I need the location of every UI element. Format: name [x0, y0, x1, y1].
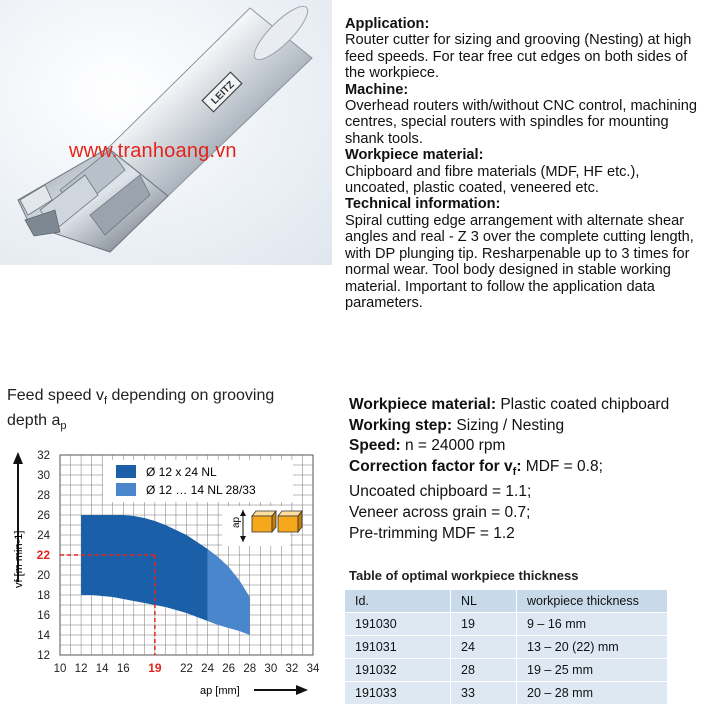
condition-value: n = 24000 rpm [400, 437, 506, 455]
y-tick-label: 32 [37, 450, 50, 462]
logo-text: LEITZ [209, 79, 237, 107]
condition-label: Workpiece material: [349, 396, 497, 413]
table-cell: 28 [451, 659, 517, 682]
y-tick-label: 20 [37, 570, 50, 582]
table-cell: 191030 [345, 613, 451, 636]
product-description [345, 16, 705, 311]
condition-value: MDF = 0.8; [521, 457, 603, 475]
desc-heading-machine: Machine: [345, 81, 409, 98]
table-row [345, 682, 668, 705]
table-header-cell: workpiece thickness [517, 590, 668, 613]
inset-label: ap [231, 516, 242, 528]
table-cell: 13 – 20 (22) mm [517, 636, 668, 659]
condition-value: Plastic coated chipboard [496, 396, 670, 413]
x-tick-label-highlight: 19 [148, 661, 162, 675]
x-axis-arrow [200, 685, 308, 697]
y-axis-label: vf [m min-1] [13, 530, 25, 588]
x-tick-label: 32 [285, 663, 299, 675]
legend-swatch-light [116, 483, 136, 496]
x-axis-label: ap [mm] [200, 685, 240, 697]
x-tick-label: 10 [53, 663, 67, 675]
desc-text-application: Router cutter for sizing and grooving (Nesting) at high feed speeds. For tear free cut edges on both sides of the workpiece. [345, 32, 692, 82]
condition-step [349, 416, 709, 437]
legend-swatch-dark [116, 465, 136, 478]
condition-label-sub: f [512, 465, 517, 478]
condition-speed [349, 436, 709, 457]
feed-speed-chart [0, 440, 335, 712]
table-header-row [345, 590, 668, 613]
x-tick-label: 28 [243, 663, 257, 675]
desc-text-machine: Overhead routers with/without CNC control, machining centres, special routers with spindles for mounting shank tools. [345, 98, 698, 147]
table-header-cell: Id. [345, 590, 451, 613]
x-tick-label: 34 [306, 663, 320, 675]
table-cell: 9 – 16 mm [517, 613, 668, 636]
y-tick-label: 12 [37, 650, 50, 662]
y-tick-label-highlight: 22 [36, 548, 50, 562]
condition-pretrim: Pre-trimming MDF = 1.2 [349, 524, 515, 542]
table-title: Table of optimal workpiece thickness [349, 568, 579, 583]
y-tick-label: 16 [37, 610, 50, 622]
desc-text-technical: Spiral cutting edge arrangement with alternate shear angles and real - Z 3 over the complete cutting length, with DP plunging tip. Resharpenable up to 3 times for normal wear. Tool body designed in stable working material. Important to follow the application data parameters. [345, 212, 694, 311]
condition-correction [349, 457, 709, 483]
chart-heading [7, 386, 327, 436]
chart-y-ticks [37, 450, 51, 662]
table-row [345, 613, 668, 636]
chart-heading-sub: f [103, 395, 108, 408]
table-row [345, 659, 668, 682]
table-row [345, 636, 668, 659]
machining-conditions [349, 395, 709, 544]
legend-label-dark: Ø 12 x 24 NL [146, 465, 217, 479]
y-tick-label: 18 [37, 590, 50, 602]
table-header-cell: NL [451, 590, 517, 613]
table-cell: 191032 [345, 659, 451, 682]
x-tick-label: 22 [180, 663, 193, 675]
table-cell: 19 [451, 613, 517, 636]
x-tick-label: 26 [222, 663, 236, 675]
desc-heading-application: Application: [345, 16, 430, 32]
y-axis-arrow [13, 452, 25, 588]
watermark: www.tranhoang.vn [69, 140, 237, 162]
condition-uncoated: Uncoated chipboard = 1.1; [349, 483, 532, 501]
table-cell: 191033 [345, 682, 451, 705]
y-tick-label: 30 [37, 470, 50, 482]
desc-heading-material: Workpiece material: [345, 147, 484, 164]
router-cutter-image [0, 0, 332, 265]
desc-text-material: Chipboard and fibre materials (MDF, HF etc.), uncoated, plastic coated, veneered etc. [345, 163, 640, 197]
condition-label: : [516, 457, 522, 475]
y-tick-label: 14 [37, 630, 50, 642]
y-tick-label: 24 [37, 530, 50, 542]
x-tick-label: 24 [201, 663, 214, 675]
product-photo [0, 0, 332, 265]
x-tick-label: 16 [116, 663, 130, 675]
chart-heading-sub: p [60, 420, 67, 433]
condition-value: Sizing / Nesting [452, 416, 565, 434]
thickness-table [345, 590, 668, 705]
table-cell: 191031 [345, 636, 451, 659]
chart-x-ticks [54, 661, 320, 675]
condition-label: Working step: [349, 416, 453, 434]
workpiece-inset-icon [222, 506, 302, 546]
x-tick-label: 14 [95, 663, 109, 675]
chart-heading-part: Feed speed v [7, 387, 104, 404]
table-cell: 20 – 28 mm [517, 682, 668, 705]
legend-label-light: Ø 12 … 14 NL 28/33 [146, 483, 256, 497]
condition-veneer: Veneer across grain = 0.7; [349, 504, 531, 522]
chart-heading-part: depth a [7, 412, 61, 430]
table-cell: 19 – 25 mm [517, 659, 668, 682]
condition-material [349, 395, 709, 416]
table-cell: 33 [451, 682, 517, 705]
y-tick-label: 26 [37, 510, 50, 522]
chart-heading-part: depending on grooving [107, 387, 275, 404]
x-tick-label: 30 [264, 663, 278, 675]
condition-label: Speed: [349, 437, 401, 455]
condition-label: Correction factor for v [349, 457, 513, 475]
desc-heading-technical: Technical information: [345, 196, 501, 213]
y-tick-label: 28 [37, 490, 50, 502]
table-cell: 24 [451, 636, 517, 659]
x-tick-label: 12 [74, 663, 88, 675]
